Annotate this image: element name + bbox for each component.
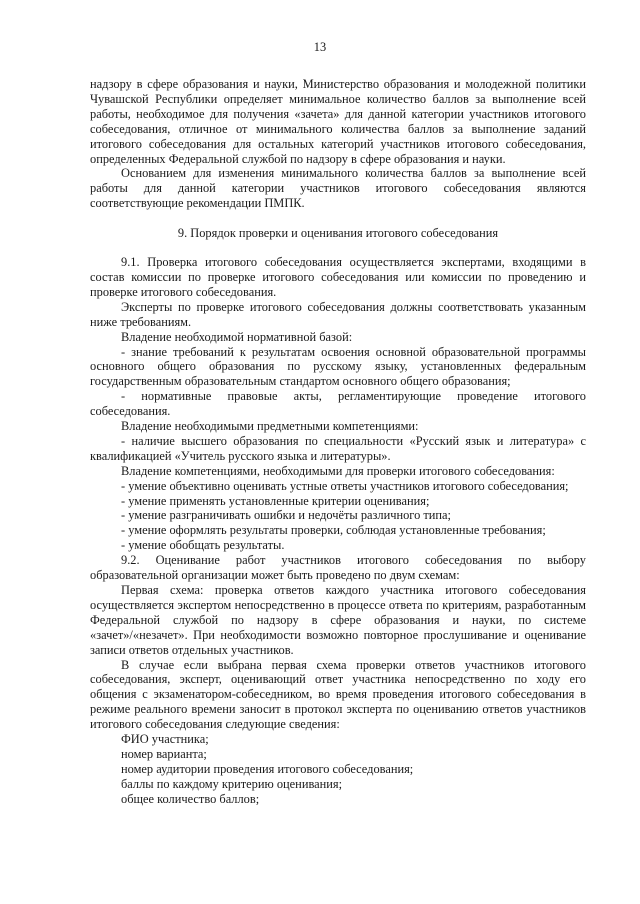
list-item: - знание требований к результатам освоения основной образовательной программы основного общего образования по русскому языку, установленных федеральным государственным образовательным стандартом основного общего образования; (90, 344, 586, 389)
list-item: - умение объективно оценивать устные ответы участников итогового собеседования; (121, 478, 569, 493)
list-item: - умение обобщать результаты. (121, 538, 285, 553)
paragraph: Владение необходимыми предметными компетенциями: (121, 419, 419, 434)
list-item: номер варианта; (121, 746, 207, 761)
paragraph: надзору в сфере образования и науки, Министерство образования и молодежной политики Чувашской Республики определяет минимальное количество баллов за выполнение всей работы, необходимое для получения «зачета» для данной категории участников итогового собеседования, отличное от минимального количества баллов за выполнение заданий итогового собеседования для остальных категорий участников итогового собеседования, определенных Федеральной службой по надзору в сфере образования и науки. (90, 77, 586, 166)
paragraph: 9.2. Оценивание работ участников итогового собеседования по выбору образовательной организации может быть проведено по двум схемам: (90, 553, 586, 583)
list-item: общее количество баллов; (121, 791, 260, 806)
paragraph: Эксперты по проверке итогового собеседования должны соответствовать указанным ниже требованиям. (90, 299, 586, 329)
list-item: - умение применять установленные критерии оценивания; (121, 493, 430, 508)
paragraph: 9.1. Проверка итогового собеседования осуществляется экспертами, входящими в состав комиссии по проверке итогового собеседования или комиссии по проведению и проверке итогового собеседования. (90, 255, 586, 299)
text-body (90, 77, 586, 807)
page-number: 13 (313, 40, 327, 54)
paragraph: В случае если выбрана первая схема проверки ответов участников итогового собеседования, эксперт, оценивающий ответ участника непосредственно по ходу его общения с экзаменатором-собеседником, во время проведения итогового собеседования в режиме реального времени заносит в протокол эксперта по оцениванию ответов участников итогового собеседования следующие сведения: (90, 657, 586, 732)
list-item: - нормативные правовые акты, регламентирующие проведение итогового собеседования. (90, 389, 586, 419)
list-item: - наличие высшего образования по специальности «Русский язык и литература» с квалификацией «Учитель русского языка и литературы». (90, 433, 586, 463)
paragraph: Владение необходимой нормативной базой: (121, 329, 353, 344)
list-item: - умение разграничивать ошибки и недочёты различного типа; (121, 508, 451, 523)
list-item: - умение оформлять результаты проверки, соблюдая установленные требования; (121, 523, 546, 538)
list-item: номер аудитории проведения итогового собеседования; (121, 761, 414, 776)
paragraph: Первая схема: проверка ответов каждого участника итогового собеседования осуществляется экспертом непосредственно в процессе ответа по критериям, разработанным Федеральной службой по надзору в сфере образования и науки, по системе «зачет»/«незачет». При необходимости возможно повторное прослушивание и оценивание записи ответов отдельных участников. (90, 583, 586, 657)
section-heading: 9. Порядок проверки и оценивания итогового собеседования (177, 226, 499, 241)
paragraph: Владение компетенциями, необходимыми для проверки итогового собеседования: (121, 463, 555, 478)
list-item: баллы по каждому критерию оценивания; (121, 776, 343, 791)
list-item: ФИО участника; (121, 732, 209, 747)
paragraph: Основанием для изменения минимального количества баллов за выполнение всей работы для данной категории участников итогового собеседования являются соответствующие рекомендации ПМПК. (90, 166, 586, 211)
